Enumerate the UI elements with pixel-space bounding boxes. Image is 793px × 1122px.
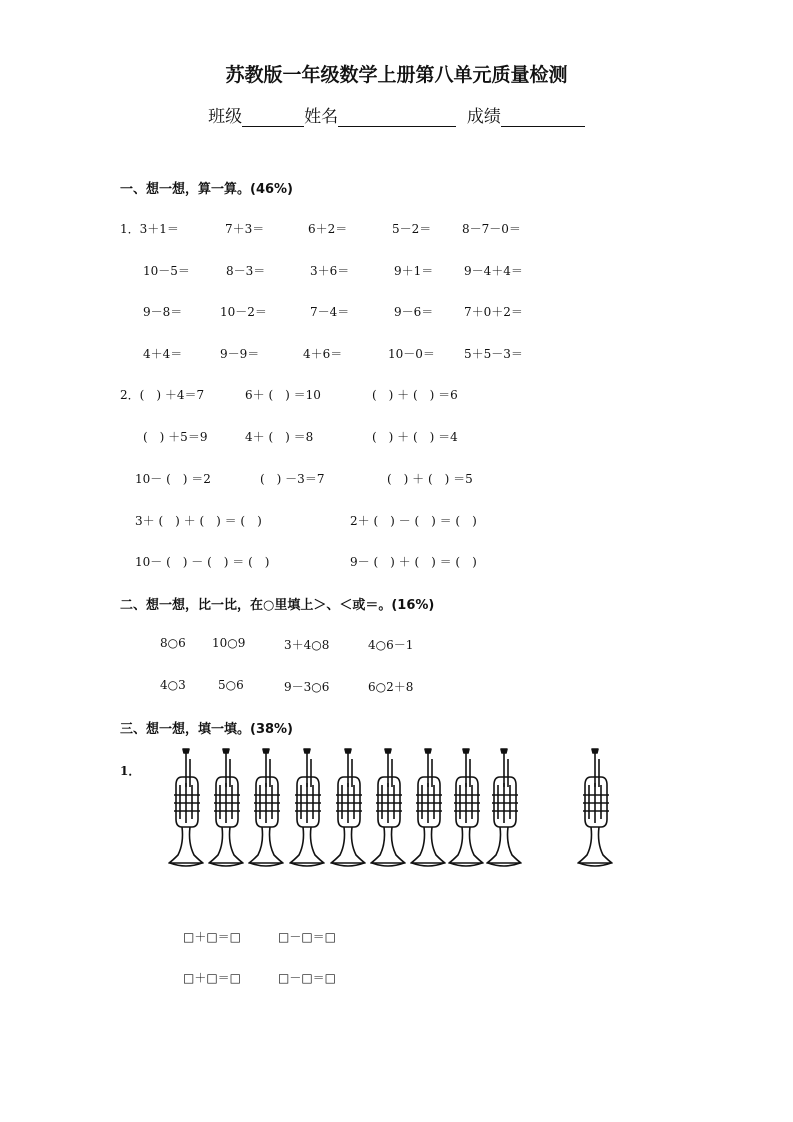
trumpet-icon-separate xyxy=(578,749,612,866)
fill-item: 9－ ( ) ＋ ( ) ＝ ( ) xyxy=(350,555,477,569)
fill-item: 2＋ ( ) － ( ) ＝ ( ) xyxy=(350,514,477,528)
fill-item: 6＋ ( ) ＝10 xyxy=(245,388,321,402)
calc-item: 9－4＋4＝ xyxy=(464,264,523,278)
trumpet-icon xyxy=(249,749,283,866)
fill-item: ( ) ＋ ( ) ＝5 xyxy=(387,472,473,486)
calc-item: 6＋2＝ xyxy=(308,222,348,236)
calc-item: 9＋1＝ xyxy=(394,264,434,278)
compare-item: 4○3 xyxy=(160,678,186,692)
trumpet-icon xyxy=(331,749,365,866)
compare-item: 4○6－1 xyxy=(368,638,414,652)
item-number: 1． xyxy=(120,764,141,778)
fill-item: ( ) ＋ ( ) ＝4 xyxy=(372,430,458,444)
compare-item: 10○9 xyxy=(212,636,246,650)
compare-item: 3＋4○8 xyxy=(284,638,330,652)
calc-item: 5－2＝ xyxy=(392,222,432,236)
fill-item: 10－ ( ) ＝2 xyxy=(135,472,211,486)
calc-item: 9－6＝ xyxy=(394,305,434,319)
calc-item: 8－3＝ xyxy=(226,264,266,278)
trumpet-group xyxy=(160,745,620,870)
calc-item: 8－7－0＝ xyxy=(462,222,521,236)
calc-item: 7－4＝ xyxy=(310,305,350,319)
fill-item: ( ) －3＝7 xyxy=(260,472,325,486)
score-blank[interactable] xyxy=(501,110,585,127)
calc-item: 7＋3＝ xyxy=(225,222,265,236)
calc-item: 4＋6＝ xyxy=(303,347,343,361)
calc-item: 10－5＝ xyxy=(143,264,190,278)
calc-item: 5＋5－3＝ xyxy=(464,347,523,361)
fill-item: 10－ ( ) － ( ) ＝ ( ) xyxy=(135,555,270,569)
page-title: 苏教版一年级数学上册第八单元质量检测 xyxy=(225,64,568,86)
name-label: 姓名 xyxy=(304,107,339,127)
trumpet-icon xyxy=(449,749,483,866)
trumpet-icon xyxy=(209,749,243,866)
equation-item[interactable]: □－□＝□ xyxy=(278,930,337,944)
calc-item: 1．3＋1＝ xyxy=(120,222,179,236)
section2-heading: 二、想一想，比一比，在○里填上＞、＜或＝。(16%) xyxy=(120,598,435,613)
class-blank[interactable] xyxy=(242,110,304,127)
name-blank[interactable] xyxy=(338,110,456,127)
fill-item: ( ) ＋ ( ) ＝6 xyxy=(372,388,458,402)
fill-item: ( ) ＋5＝9 xyxy=(143,430,208,444)
trumpet-icon xyxy=(371,749,405,866)
trumpet-icon xyxy=(169,749,203,866)
class-label: 班级 xyxy=(208,107,243,127)
section3-heading: 三、想一想，填一填。(38%) xyxy=(120,722,293,737)
compare-item: 6○2＋8 xyxy=(368,680,414,694)
score-label: 成绩 xyxy=(466,107,501,127)
equation-item[interactable]: □＋□＝□ xyxy=(183,930,242,944)
fill-item: 4＋ ( ) ＝8 xyxy=(245,430,314,444)
calc-item: 9－8＝ xyxy=(143,305,183,319)
calc-item: 4＋4＝ xyxy=(143,347,183,361)
calc-item: 10－2＝ xyxy=(220,305,267,319)
student-info-line xyxy=(0,102,793,127)
calc-item: 7＋0＋2＝ xyxy=(464,305,523,319)
fill-item: 3＋ ( ) ＋ ( ) ＝ ( ) xyxy=(135,514,262,528)
trumpet-icon xyxy=(487,749,521,866)
trumpet-icon xyxy=(411,749,445,866)
equation-item[interactable]: □＋□＝□ xyxy=(183,971,242,985)
calc-item: 9－9＝ xyxy=(220,347,260,361)
compare-item: 5○6 xyxy=(218,678,244,692)
section1-heading: 一、想一想，算一算。(46%) xyxy=(120,182,293,197)
equation-item[interactable]: □－□＝□ xyxy=(278,971,337,985)
compare-item: 9－3○6 xyxy=(284,680,330,694)
calc-item: 3＋6＝ xyxy=(310,264,350,278)
fill-item: 2．( ) ＋4＝7 xyxy=(120,388,205,402)
calc-item: 10－0＝ xyxy=(388,347,435,361)
trumpet-icon xyxy=(290,749,324,866)
trumpet-picture xyxy=(160,745,620,874)
compare-item: 8○6 xyxy=(160,636,186,650)
